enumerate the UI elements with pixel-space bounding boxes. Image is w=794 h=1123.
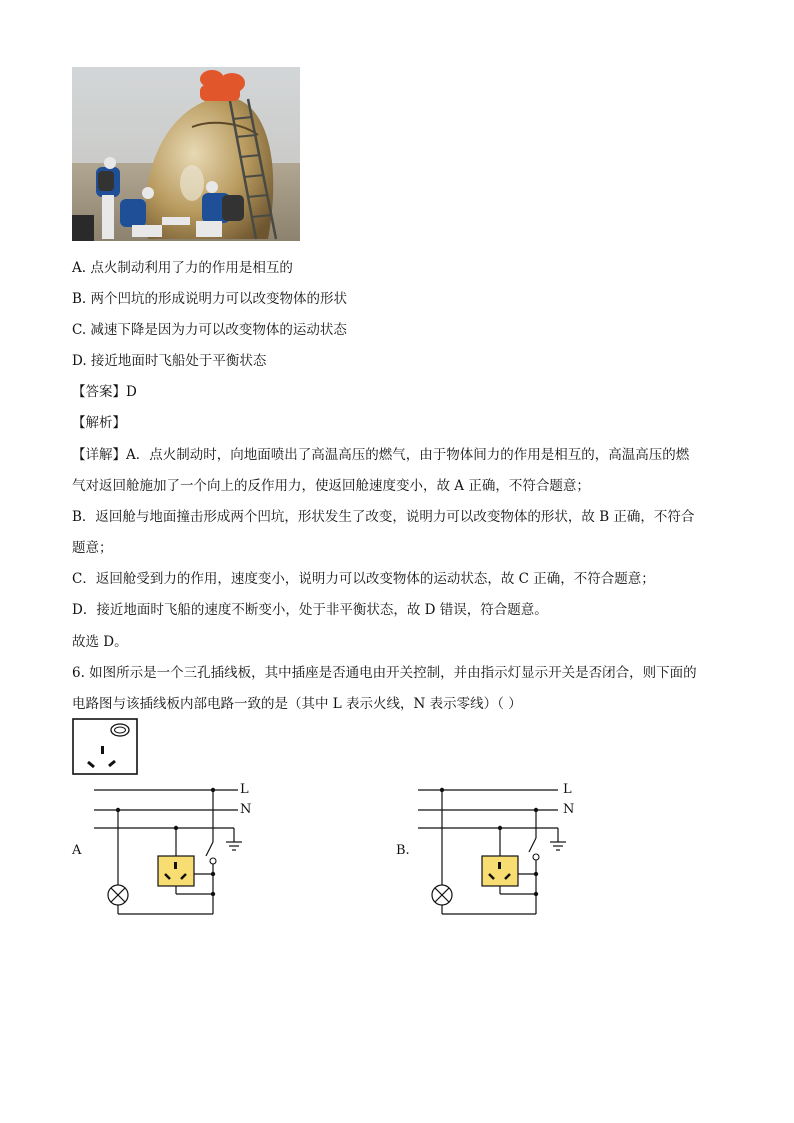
circuit-b-neutral-label: N [563, 802, 575, 817]
question-6-line-2: 电路图与该插线板内部电路一致的是（其中 L 表示火线，N 表示零线）（ ） [72, 696, 522, 712]
detail-line-4: 题意； [72, 540, 113, 556]
circuit-a-option-label: A [72, 843, 82, 858]
detail-line-5: C．返回舱受到力的作用，速度变小，说明力可以改变物体的运动状态，故 C 正确，不符合题意； [72, 571, 655, 587]
circuit-b-option-label: B. [396, 843, 410, 858]
option-c: C. 减速下降是因为力可以改变物体的运动状态 [72, 322, 347, 338]
answer: 【答案】D [72, 384, 137, 400]
analysis-heading: 【解析】 [72, 415, 126, 431]
circuit-b-live-label: L [563, 782, 572, 797]
option-a: A. 点火制动利用了力的作用是相互的 [72, 260, 293, 276]
detail-line-1: 【详解】A．点火制动时，向地面喷出了高温高压的燃气，由于物体间力的作用是相互的，高温高压的燃 [72, 447, 690, 463]
detail-line-6: D．接近地面时飞船的速度不断变小，处于非平衡状态，故 D 错误，符合题意。 [72, 602, 548, 618]
circuit-diagram-b [414, 780, 584, 920]
detail-line-2: 气对返回舱施加了一个向上的反作用力，使返回舱速度变小，故 A 正确，不符合题意； [72, 478, 590, 494]
option-b: B. 两个凹坑的形成说明力可以改变物体的形状 [72, 291, 348, 307]
circuit-a-live-label: L [240, 782, 249, 797]
detail-line-7: 故选 D。 [72, 634, 128, 650]
power-strip-socket-icon [72, 718, 138, 775]
question-6-line-1: 6. 如图所示是一个三孔插线板，其中插座是否通电由开关控制，并由指示灯显示开关是否闭合，则下面的 [72, 665, 697, 681]
circuit-diagram-a [90, 780, 260, 920]
option-d: D. 接近地面时飞船处于平衡状态 [72, 353, 267, 369]
circuit-a-neutral-label: N [240, 802, 252, 817]
return-capsule-photo [72, 67, 300, 241]
detail-line-3: B．返回舱与地面撞击形成两个凹坑，形状发生了改变，说明力可以改变物体的形状，故 B 正确，不符合 [72, 509, 695, 525]
